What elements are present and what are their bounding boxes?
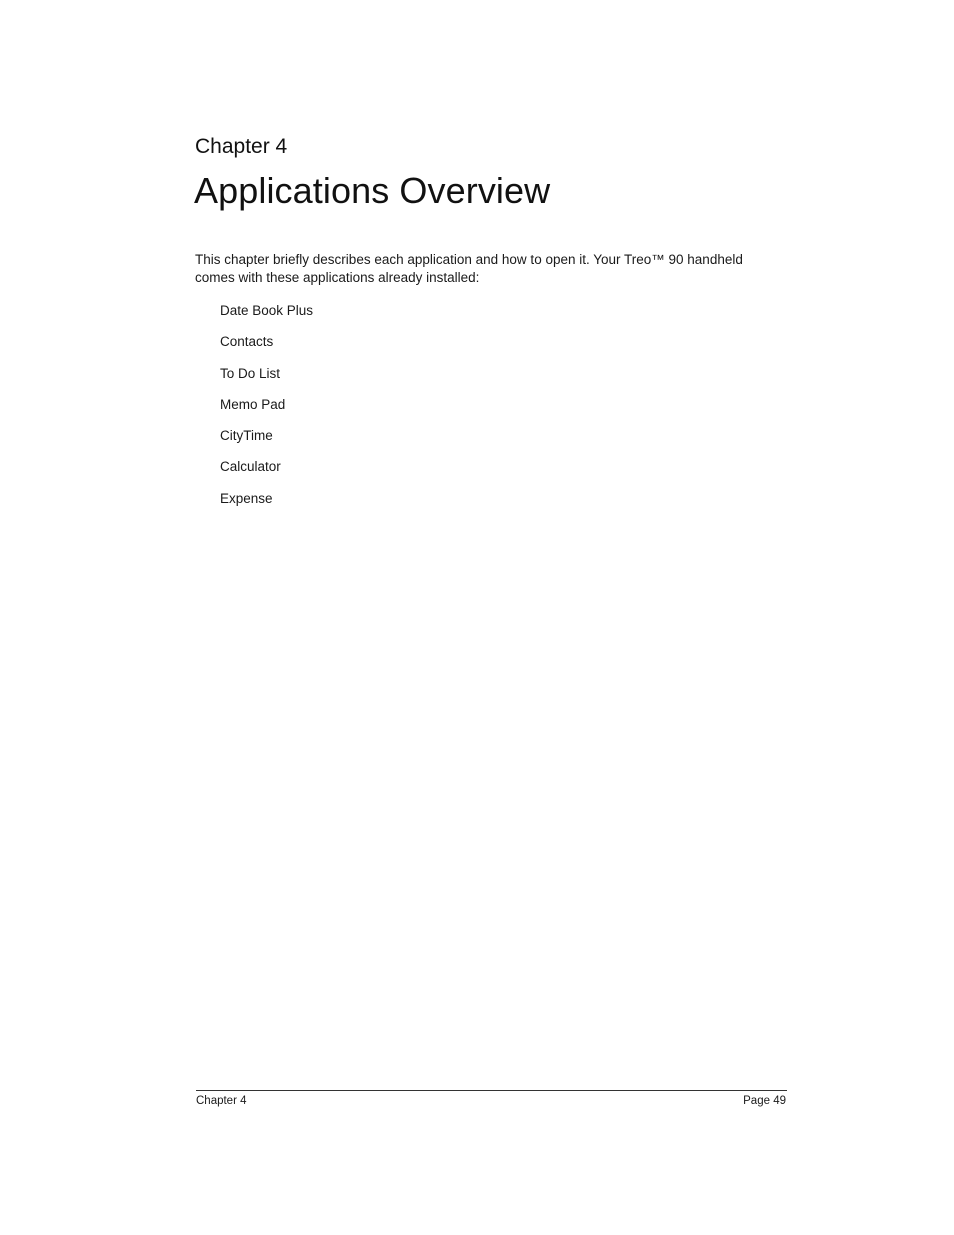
application-list xyxy=(220,302,313,521)
list-item-to-do-list: To Do List xyxy=(220,365,281,381)
footer-chapter: Chapter 4 xyxy=(196,1095,247,1107)
intro-paragraph: This chapter briefly describes each application and how to open it. Your Treo™ 90 handheld comes with these applications already installed: xyxy=(195,252,743,285)
list-item-memo-pad: Memo Pad xyxy=(220,396,286,412)
footer-divider xyxy=(196,1090,787,1091)
list-item-date-book-plus: Date Book Plus xyxy=(220,303,314,318)
footer-page-number: Page 49 xyxy=(743,1095,786,1107)
page-title: Applications Overview xyxy=(194,170,551,211)
chapter-label: Chapter 4 xyxy=(195,135,288,158)
list-item-citytime: CityTime xyxy=(220,428,273,444)
list-item-expense: Expense xyxy=(220,490,273,506)
list-item-contacts: Contacts xyxy=(220,334,274,350)
list-item-calculator: Calculator xyxy=(220,459,281,475)
